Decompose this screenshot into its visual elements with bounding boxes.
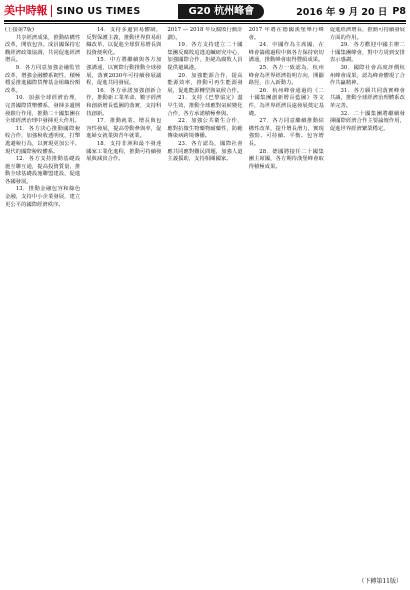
article-body (5, 27, 405, 575)
text-column (330, 27, 405, 575)
article-paragraph: 26．杭州峰會通過的《二十國集團創新增長藍圖》等文件，為世界經濟長遠發展奠定基礎。 (248, 87, 324, 117)
article-paragraph: 24．中國作為主席國，在峰會籌備過程中與各方保持密切溝通，推動峰會取得豐碩成果。 (248, 42, 324, 64)
column-lead: 2017 年將在德國漢堡舉行峰會。 (248, 27, 324, 41)
section-banner: G20 杭州峰會 (178, 4, 264, 19)
text-column (5, 27, 80, 575)
article-paragraph: 14．支持多邊貿易體制，反對保護主義，推動世界貿易組織改革，以促進全球貿易增長與投資便利化。 (86, 27, 162, 56)
article-paragraph: 12．各方支持推動基礎設施互聯互通，提高投資質量，推動全球基礎設施聯盟建設，促進各國發展。 (5, 156, 81, 185)
page-number: P8 (392, 5, 406, 17)
article-paragraph: 13．推動金融包容和綠色金融，支持中小企業發展，建立更公平的國際經濟秩序。 (5, 186, 81, 208)
article-paragraph: 16．各方承諾加強創新合作，推動新工業革命、數字經濟和創新增長藍圖的落實，支持科技創新。 (86, 87, 162, 117)
article-paragraph: 11．各方決心推動國際稅收合作，加強稅收透明度，打擊逃避稅行為，以實現更加公平、現代的國際稅收體系。 (5, 125, 81, 155)
text-column (167, 27, 242, 575)
article-paragraph: 23．各方認為，國際社會應共同應對難民問題，加強人道主義援助，支持相關國家。 (167, 140, 243, 163)
masthead-rule-thin (4, 23, 406, 24)
article-paragraph: 21．支持《巴黎協定》盡早生效，推動全球應對氣候變化合作，各方承諾積極參與。 (167, 95, 243, 117)
masthead-rule-thick (4, 20, 406, 22)
article-paragraph: 17．推動就業、增長與包容性發展，提高勞動參與率，促進婦女就業與青年就業。 (86, 118, 162, 140)
article-paragraph: 共享經濟成果，推動結構性改革，開放包容。成員國保持宏觀經濟政策協調，共同促進經濟增長。 (5, 34, 81, 64)
article-paragraph: 18．支持非洲和最不發達國家工業化進程，推動可持續發展與減貧合作。 (86, 140, 162, 163)
article-paragraph: 19．各方支持建立二十國集團反腐敗追逃追贓研究中心，加強國際合作，拒絕為腐敗人員提供避風港。 (167, 42, 243, 71)
article-paragraph: 32．二十國集團將繼續發揮國際經濟合作主要論壇作用，促進世界經濟繁榮穩定。 (329, 110, 406, 132)
column-lead: 促進經濟增長、推動可持續發展方面的作用。 (329, 27, 406, 41)
text-column (86, 27, 161, 575)
paper-name-en: SINO US TIMES (56, 5, 141, 17)
article-paragraph: 25．各方一致認為，杭州峰會為世界經濟指明方向，開闢路徑，注入新動力。 (248, 64, 324, 87)
article-paragraph: 9．各方同意加強金融監管改革，增強金融體系韌性，積極穩妥推進國際貨幣基金組織份額改革。 (5, 64, 81, 94)
masthead-divider (51, 5, 52, 17)
article-paragraph: 20．加強能源合作，提高能源效率，推動可再生能源發展，促進能源轉型與氣候合作。 (167, 72, 243, 94)
article-paragraph: 28．德國將接任二十國集團主席國，各方期待漢堡峰會取得積極成果。 (248, 148, 324, 170)
column-lead: (上接第7版) (5, 27, 34, 33)
article-paragraph: 29．各方歡迎中國主辦二十國集團峰會，對中方周到安排表示感謝。 (329, 42, 406, 64)
article-paragraph: 15．中方將繼續與各方加強溝通，以實際行動推動全球發展，落實2030年可持續發展議程，促進共同發展。 (86, 57, 162, 87)
issue-date: 2016 年 9 月 20 日 (296, 7, 388, 18)
column-lead: 2017 — 2018 年反腐敗行動計劃》。 (167, 27, 243, 41)
article-paragraph: 30．國際社會高度評價杭州峰會成果，認為峰會體現了合作共贏精神。 (329, 64, 406, 87)
masthead (4, 3, 406, 19)
paper-name-cn: 美中時報 (4, 4, 48, 17)
continued-note: （下轉第11版） (358, 578, 402, 585)
article-paragraph: 22．加強公共衛生合作，應對抗微生物藥物耐藥性，防範傳染病跨境傳播。 (167, 118, 243, 140)
text-column (249, 27, 324, 575)
article-paragraph: 10．加强全球經濟治理，完善國際貨幣體系，發揮多邊開發銀行作用，推動二十國集團在全球經濟治理中發揮更大作用。 (5, 95, 81, 125)
article-paragraph: 27．各方同意繼續推動結構性改革，提升增長潛力，實現強勁、可持續、平衡、包容增長。 (248, 118, 324, 147)
article-paragraph: 31．各方願共同落實峰會共識，推動全球經濟治理體系改革完善。 (329, 87, 406, 109)
